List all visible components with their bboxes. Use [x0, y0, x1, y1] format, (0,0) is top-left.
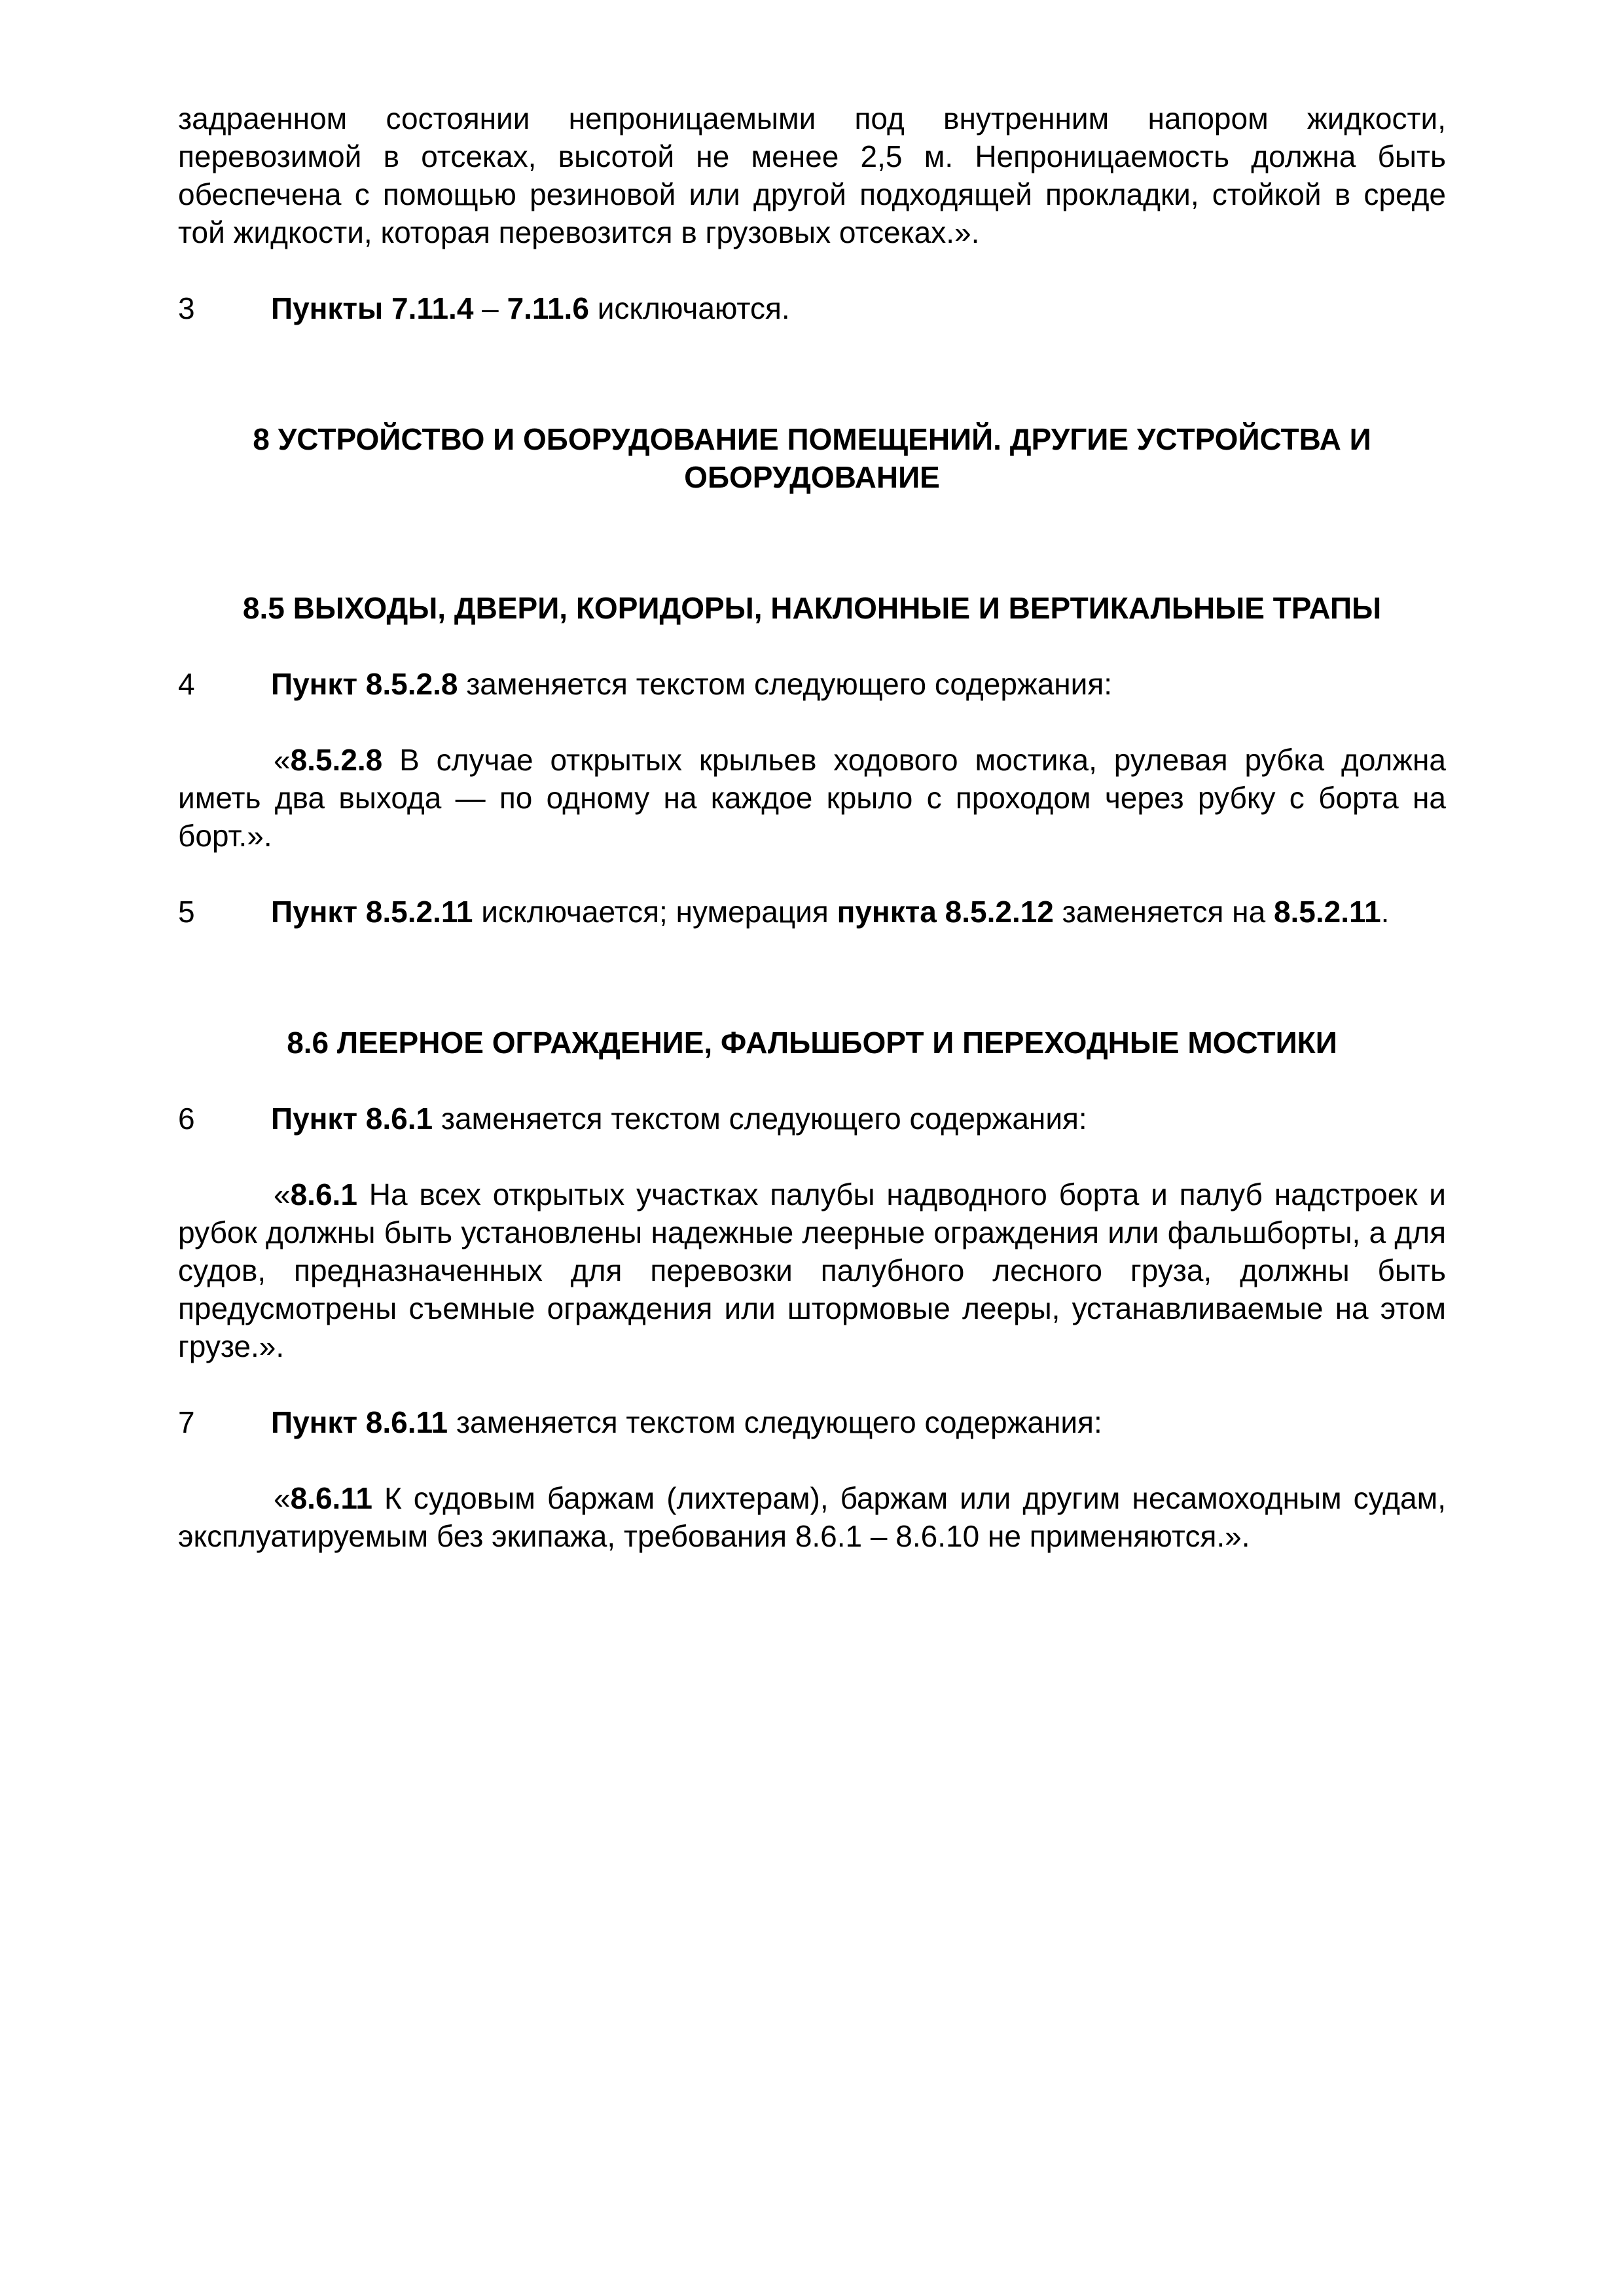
item-text: заменяется на — [1053, 895, 1274, 929]
item-text: заменяется текстом следующего содержания: — [458, 667, 1113, 701]
document-page — [178, 99, 1446, 1555]
clause-reference: Пункт 8.6.11 — [271, 1405, 448, 1439]
clause-reference: Пункт 8.5.2.11 — [271, 895, 473, 929]
quote-text: На всех открытых участках палубы надводного борта и палуб надстроек и рубок должны быть установлены надежные леерные ограждения или фальшборты, а для судов, предназначенных для перевозки палубного лесного груза, должны быть предусмотрены съемные ограждения или штормовые лееры, устанавливаемые на этом грузе.». — [178, 1177, 1446, 1363]
item-4 — [178, 665, 1446, 703]
dash: – — [473, 291, 507, 325]
item-5 — [178, 893, 1446, 931]
item-6 — [178, 1100, 1446, 1138]
clause-reference: 8.5.2.11 — [1273, 895, 1381, 929]
item-body — [271, 665, 1446, 703]
item-number: 5 — [178, 895, 195, 929]
section-heading-line: 8 УСТРОЙСТВО И ОБОРУДОВАНИЕ ПОМЕЩЕНИЙ. ДРУГИЕ УСТРОЙСТВА И — [253, 422, 1371, 456]
clause-reference: пункта 8.5.2.12 — [837, 895, 1054, 929]
item-text: . — [1380, 895, 1390, 929]
section-8-6-heading: 8.6 ЛЕЕРНОЕ ОГРАЖДЕНИЕ, ФАЛЬШБОРТ И ПЕРЕХОДНЫЕ МОСТИКИ — [287, 1026, 1337, 1060]
clause-reference: 7.11.6 — [507, 291, 589, 325]
clause-reference: Пункт 8.5.2.8 — [271, 667, 458, 701]
item-text: исключаются. — [588, 291, 790, 325]
item-body — [271, 289, 1446, 327]
item-text: исключается; нумерация — [473, 895, 837, 929]
quote-open: « — [274, 1481, 291, 1515]
clause-reference: Пункты 7.11.4 — [271, 291, 474, 325]
section-8-5-heading: 8.5 ВЫХОДЫ, ДВЕРИ, КОРИДОРЫ, НАКЛОННЫЕ И ВЕРТИКАЛЬНЫЕ ТРАПЫ — [242, 591, 1382, 625]
clause-reference: 8.6.11 — [290, 1481, 372, 1515]
clause-reference: 8.5.2.8 — [290, 743, 383, 777]
item-body — [271, 1403, 1446, 1441]
clause-reference: Пункт 8.6.1 — [271, 1102, 433, 1136]
item-7-quote — [178, 1479, 1446, 1555]
quote-text: К судовым баржам (лихтерам), баржам или другим несамоходным судам, эксплуатируемым без экипажа, требования 8.6.1 – 8.6.10 не применяются.». — [178, 1481, 1446, 1553]
section-heading-line: ОБОРУДОВАНИЕ — [684, 460, 940, 494]
section-8-heading — [178, 420, 1446, 496]
continuation-paragraph: задраенном состоянии непроницаемыми под внутренним напором жидкости, перевозимой в отсеках, высотой не менее 2,5 м. Непроницаемость должна быть обеспечена с помощью резиновой или другой подходящей прокладки, стойкой в среде той жидкости, которая перевозится в грузовых отсеках.». — [178, 101, 1446, 249]
item-body — [271, 1100, 1446, 1138]
item-number: 3 — [178, 291, 195, 325]
item-text: заменяется текстом следующего содержания: — [448, 1405, 1102, 1439]
quote-text: В случае открытых крыльев ходового мостика, рулевая рубка должна иметь два выхода — по одному на каждое крыло с проходом через рубку с борта на борт.». — [178, 743, 1446, 853]
quote-open: « — [274, 743, 291, 777]
item-body — [271, 893, 1446, 931]
item-number: 6 — [178, 1102, 195, 1136]
item-text: заменяется текстом следующего содержания: — [433, 1102, 1087, 1136]
item-number: 4 — [178, 667, 195, 701]
item-7 — [178, 1403, 1446, 1441]
clause-reference: 8.6.1 — [290, 1177, 357, 1211]
item-4-quote — [178, 741, 1446, 855]
item-6-quote — [178, 1175, 1446, 1365]
quote-open: « — [274, 1177, 291, 1211]
item-number: 7 — [178, 1405, 195, 1439]
item-3 — [178, 289, 1446, 327]
